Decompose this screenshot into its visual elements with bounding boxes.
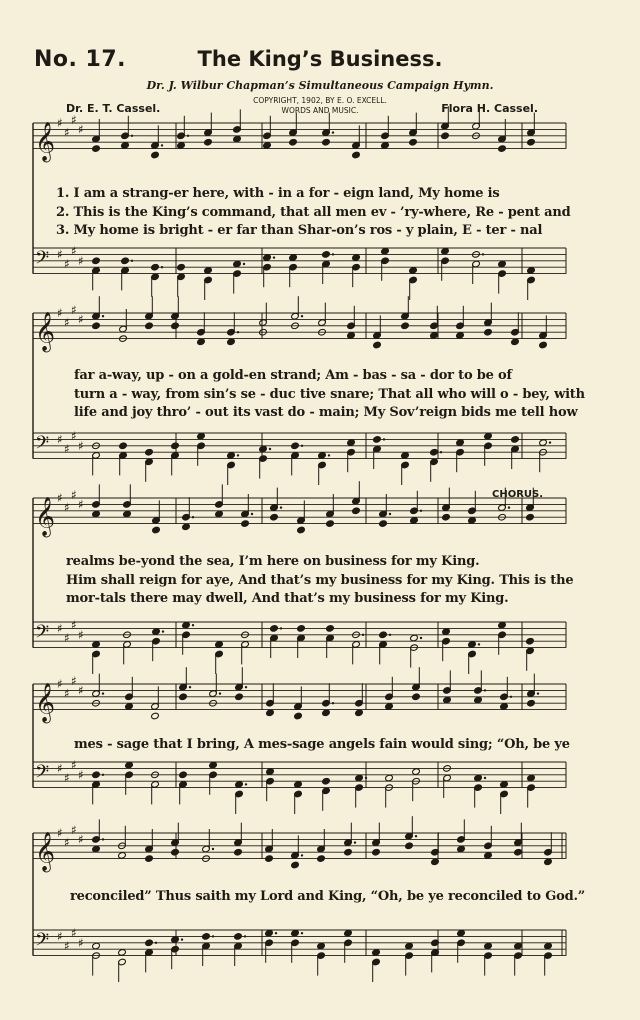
sharp-sign: ♯ bbox=[57, 929, 63, 944]
sharp-sign: ♯ bbox=[78, 438, 84, 453]
notehead bbox=[381, 247, 390, 255]
notehead bbox=[152, 628, 161, 636]
notehead bbox=[500, 781, 509, 789]
dot bbox=[482, 253, 484, 255]
notehead bbox=[265, 929, 274, 937]
dot bbox=[243, 263, 245, 265]
dot bbox=[189, 686, 191, 688]
notehead bbox=[125, 761, 134, 769]
notehead bbox=[352, 507, 361, 515]
notehead bbox=[409, 267, 418, 275]
notehead bbox=[326, 520, 335, 528]
notehead bbox=[234, 848, 243, 856]
notehead bbox=[405, 942, 414, 950]
sharp-sign: ♯ bbox=[57, 306, 63, 320]
words-and-music-note: WORDS AND MUSIC. bbox=[281, 106, 359, 115]
notehead bbox=[430, 332, 439, 340]
notehead bbox=[209, 761, 218, 769]
notehead bbox=[401, 322, 410, 330]
sharp-sign: ♯ bbox=[71, 112, 77, 127]
dot bbox=[389, 634, 391, 636]
notehead bbox=[527, 774, 536, 782]
notehead bbox=[202, 933, 211, 941]
dot bbox=[549, 441, 551, 443]
notehead bbox=[373, 436, 382, 444]
sharp-sign: ♯ bbox=[57, 621, 63, 636]
treble-clef: 𝄞 bbox=[35, 831, 56, 872]
dot bbox=[237, 454, 239, 456]
treble-clef: 𝄞 bbox=[35, 311, 56, 352]
notehead bbox=[379, 520, 388, 528]
dot bbox=[440, 451, 442, 453]
dot bbox=[354, 841, 356, 843]
dot bbox=[420, 637, 422, 639]
notehead bbox=[92, 510, 101, 518]
notehead bbox=[385, 703, 394, 711]
notehead bbox=[468, 517, 477, 525]
notehead bbox=[233, 260, 242, 268]
notehead bbox=[123, 510, 132, 518]
dot bbox=[131, 260, 133, 262]
notehead bbox=[266, 768, 275, 776]
dot bbox=[301, 854, 303, 856]
notehead bbox=[372, 949, 381, 957]
notehead bbox=[241, 520, 250, 528]
notehead bbox=[514, 848, 523, 856]
notehead bbox=[233, 135, 242, 143]
notehead bbox=[297, 526, 306, 534]
notehead bbox=[215, 641, 224, 649]
notehead bbox=[182, 621, 191, 629]
dot bbox=[275, 932, 277, 934]
sharp-sign: ♯ bbox=[78, 627, 84, 642]
notehead bbox=[145, 448, 154, 456]
sharp-sign: ♯ bbox=[78, 935, 84, 950]
notehead bbox=[92, 641, 101, 649]
notehead bbox=[171, 442, 180, 450]
notehead bbox=[119, 442, 128, 450]
lyric-line: mor-tals there may dwell, And that’s my business for my King. bbox=[66, 591, 509, 606]
bass-clef: 𝄢 bbox=[35, 929, 50, 955]
notehead bbox=[317, 855, 326, 863]
lyric-line: reconciled” Thus saith my Lord and King, “Oh, be ye reconciled to God.” bbox=[70, 889, 586, 904]
dot bbox=[362, 634, 364, 636]
dot bbox=[478, 643, 480, 645]
notehead bbox=[317, 942, 326, 950]
notehead bbox=[352, 151, 361, 159]
sharp-sign: ♯ bbox=[57, 826, 63, 840]
notehead bbox=[235, 693, 244, 701]
notehead bbox=[381, 142, 390, 150]
notehead bbox=[401, 452, 410, 460]
sharp-sign: ♯ bbox=[71, 487, 77, 502]
dot bbox=[212, 848, 214, 850]
notehead bbox=[291, 442, 300, 450]
dot bbox=[420, 510, 422, 512]
lyric-line: 2. This is the King’s command, that all men ev - ’ry-where, Re - pent and bbox=[56, 205, 571, 220]
notehead bbox=[289, 254, 298, 262]
notehead bbox=[431, 858, 440, 866]
notehead bbox=[118, 852, 127, 860]
notehead bbox=[227, 338, 236, 346]
notehead bbox=[514, 942, 523, 950]
notehead bbox=[197, 432, 206, 440]
sharp-sign: ♯ bbox=[64, 442, 70, 456]
notehead bbox=[204, 267, 213, 275]
sharp-sign: ♯ bbox=[57, 761, 63, 776]
notehead bbox=[263, 142, 272, 150]
notehead bbox=[544, 858, 553, 866]
notehead bbox=[484, 852, 493, 860]
dot bbox=[237, 331, 239, 333]
notehead bbox=[410, 517, 419, 525]
sharp-sign: ♯ bbox=[57, 247, 63, 262]
notehead bbox=[474, 774, 483, 782]
notehead bbox=[526, 637, 535, 645]
notehead bbox=[145, 939, 154, 947]
treble-clef: 𝄞 bbox=[35, 496, 56, 537]
dot bbox=[245, 783, 247, 785]
notehead bbox=[385, 774, 394, 782]
notehead bbox=[235, 781, 244, 789]
notehead bbox=[539, 439, 548, 447]
chorus-label: CHORUS. bbox=[492, 489, 544, 500]
notehead bbox=[121, 142, 130, 150]
bass-clef: 𝄢 bbox=[35, 621, 50, 647]
notehead bbox=[498, 621, 507, 629]
copyright-notice: COPYRIGHT, 1902, BY E. O. EXCELL. bbox=[253, 96, 387, 105]
sharp-sign: ♯ bbox=[71, 429, 77, 444]
notehead bbox=[457, 929, 466, 937]
notehead bbox=[347, 332, 356, 340]
notehead bbox=[179, 771, 188, 779]
sharp-sign: ♯ bbox=[64, 631, 70, 645]
sharp-sign: ♯ bbox=[64, 835, 70, 850]
notehead bbox=[92, 942, 101, 950]
dot bbox=[273, 256, 275, 258]
dot bbox=[365, 777, 367, 779]
notehead bbox=[526, 513, 535, 521]
notehead bbox=[270, 513, 279, 521]
dot bbox=[102, 838, 104, 840]
notehead bbox=[294, 712, 303, 720]
notehead bbox=[412, 693, 421, 701]
notehead bbox=[227, 452, 236, 460]
notehead bbox=[442, 513, 451, 521]
dot bbox=[131, 135, 133, 137]
sharp-sign: ♯ bbox=[57, 491, 63, 505]
notehead bbox=[291, 929, 300, 937]
dot bbox=[301, 315, 303, 317]
dot bbox=[328, 454, 330, 456]
sharp-sign: ♯ bbox=[78, 312, 84, 327]
sharp-sign: ♯ bbox=[78, 497, 84, 512]
dot bbox=[181, 938, 183, 940]
bass-clef: 𝄢 bbox=[35, 761, 50, 787]
sharp-sign: ♯ bbox=[57, 116, 63, 130]
notehead bbox=[291, 861, 300, 869]
dot bbox=[251, 513, 253, 515]
dot bbox=[484, 777, 486, 779]
notehead bbox=[92, 257, 101, 265]
notehead bbox=[151, 712, 160, 720]
sharp-sign: ♯ bbox=[78, 832, 84, 847]
notehead bbox=[322, 777, 331, 785]
bass-clef: 𝄢 bbox=[35, 247, 50, 273]
notehead bbox=[372, 848, 381, 856]
notehead bbox=[182, 523, 191, 531]
notehead bbox=[171, 848, 180, 856]
notehead bbox=[297, 625, 306, 633]
notehead bbox=[263, 254, 272, 262]
notehead bbox=[456, 439, 465, 447]
dot bbox=[280, 506, 282, 508]
notehead bbox=[326, 625, 335, 633]
lyric-line: Him shall reign for aye, And that’s my business for my King. This is the bbox=[66, 573, 574, 588]
notehead bbox=[118, 949, 127, 957]
notehead bbox=[498, 260, 507, 268]
notehead bbox=[347, 439, 356, 447]
notehead bbox=[442, 628, 451, 636]
notehead bbox=[355, 774, 364, 782]
notehead bbox=[484, 328, 493, 336]
notehead bbox=[322, 138, 331, 146]
dot bbox=[155, 942, 157, 944]
notehead bbox=[498, 145, 507, 153]
notehead bbox=[171, 322, 180, 330]
dot bbox=[383, 438, 385, 440]
notehead bbox=[484, 942, 493, 950]
dot bbox=[415, 835, 417, 837]
notehead bbox=[234, 933, 243, 941]
sharp-sign: ♯ bbox=[71, 673, 77, 688]
notehead bbox=[379, 631, 388, 639]
dot bbox=[187, 135, 189, 137]
sharp-sign: ♯ bbox=[71, 302, 77, 317]
sharp-sign: ♯ bbox=[71, 758, 77, 773]
dot bbox=[102, 315, 104, 317]
author-credit: Flora H. Cassel. bbox=[441, 102, 538, 115]
sharp-sign: ♯ bbox=[57, 432, 63, 447]
notehead bbox=[179, 693, 188, 701]
notehead bbox=[511, 436, 520, 444]
dot bbox=[508, 506, 510, 508]
notehead bbox=[412, 768, 421, 776]
sharp-sign: ♯ bbox=[78, 122, 84, 137]
notehead bbox=[441, 247, 450, 255]
notehead bbox=[125, 703, 134, 711]
lyric-line: life and joy thro’ - out its vast do - main; My Sov’reign bids me tell how bbox=[74, 405, 578, 420]
sharp-sign: ♯ bbox=[71, 244, 77, 259]
notehead bbox=[352, 254, 361, 262]
notehead bbox=[151, 263, 160, 271]
dot bbox=[537, 692, 539, 694]
dot bbox=[510, 696, 512, 698]
sharp-sign: ♯ bbox=[64, 315, 70, 330]
notehead bbox=[474, 696, 483, 704]
notehead bbox=[215, 510, 224, 518]
dot bbox=[102, 692, 104, 694]
dot bbox=[301, 445, 303, 447]
dot bbox=[389, 513, 391, 515]
notehead bbox=[259, 445, 268, 453]
lyric-line: mes - sage that I bring, A mes-sage angels fain would sing; “Oh, be ye bbox=[74, 737, 570, 752]
sharp-sign: ♯ bbox=[78, 683, 84, 698]
dot bbox=[244, 935, 246, 937]
dot bbox=[219, 692, 221, 694]
notehead bbox=[266, 709, 275, 717]
lyric-line: 3. My home is bright - er far than Shar-on’s ros - y plain, E - ter - nal bbox=[56, 223, 543, 238]
hymn-subtitle: Dr. J. Wilbur Chapman’s Simultaneous Campaign Hymn. bbox=[146, 79, 494, 92]
sharp-sign: ♯ bbox=[64, 939, 70, 953]
dot bbox=[484, 689, 486, 691]
sharp-sign: ♯ bbox=[64, 257, 70, 271]
notehead bbox=[289, 138, 298, 146]
notehead bbox=[92, 771, 101, 779]
notehead bbox=[171, 936, 180, 944]
dot bbox=[161, 266, 163, 268]
notehead bbox=[177, 142, 186, 150]
notehead bbox=[121, 257, 130, 265]
dot bbox=[245, 686, 247, 688]
notehead bbox=[539, 341, 548, 349]
notehead bbox=[500, 703, 509, 711]
notehead bbox=[92, 322, 101, 330]
lyric-line: turn a - way, from sin’s se - duc tive snare; That all who will o - bey, with bbox=[74, 387, 585, 402]
notehead bbox=[152, 526, 161, 534]
notehead bbox=[443, 696, 452, 704]
notehead bbox=[409, 138, 418, 146]
dot bbox=[332, 702, 334, 704]
sharp-sign: ♯ bbox=[78, 253, 84, 268]
sharp-sign: ♯ bbox=[57, 677, 63, 691]
dot bbox=[212, 935, 214, 937]
notehead bbox=[511, 338, 520, 346]
dot bbox=[162, 630, 164, 632]
notehead bbox=[441, 132, 450, 140]
sharp-sign: ♯ bbox=[71, 618, 77, 633]
treble-clef: 𝄞 bbox=[35, 121, 56, 162]
treble-clef: 𝄞 bbox=[35, 682, 56, 723]
sharp-sign: ♯ bbox=[71, 926, 77, 941]
lyric-line: 1. I am a strang-er here, with - in a for - eign land, My home is bbox=[56, 186, 500, 201]
notehead bbox=[151, 151, 160, 159]
notehead bbox=[270, 625, 279, 633]
dot bbox=[332, 253, 334, 255]
dot bbox=[192, 516, 194, 518]
notehead bbox=[322, 251, 331, 259]
notehead bbox=[527, 699, 536, 707]
notehead bbox=[318, 452, 327, 460]
notehead bbox=[322, 709, 331, 717]
sharp-sign: ♯ bbox=[64, 686, 70, 701]
sharp-sign: ♯ bbox=[64, 125, 70, 140]
notehead bbox=[344, 929, 353, 937]
notehead bbox=[92, 145, 101, 153]
notehead bbox=[197, 338, 206, 346]
sharp-sign: ♯ bbox=[64, 500, 70, 515]
composer-credit: Dr. E. T. Cassel. bbox=[66, 102, 161, 115]
notehead bbox=[430, 448, 439, 456]
lyric-line: far a-way, up - on a gold-en strand; Am - bas - sa - dor to be of bbox=[74, 368, 512, 383]
dot bbox=[332, 131, 334, 133]
dot bbox=[102, 774, 104, 776]
notehead bbox=[544, 942, 553, 950]
notehead bbox=[457, 845, 466, 853]
dot bbox=[280, 627, 282, 629]
notehead bbox=[355, 709, 364, 717]
notehead bbox=[177, 263, 186, 271]
notehead bbox=[373, 341, 382, 349]
sharp-sign: ♯ bbox=[64, 771, 70, 785]
notehead bbox=[294, 781, 303, 789]
dot bbox=[192, 624, 194, 626]
notehead bbox=[527, 267, 536, 275]
dot bbox=[161, 144, 163, 146]
notehead bbox=[145, 322, 154, 330]
bass-clef: 𝄢 bbox=[35, 432, 50, 458]
notehead bbox=[344, 848, 353, 856]
notehead bbox=[527, 138, 536, 146]
notehead bbox=[145, 855, 154, 863]
hymn-title: The King’s Business. bbox=[197, 47, 443, 71]
dot bbox=[269, 448, 271, 450]
sharp-sign: ♯ bbox=[78, 767, 84, 782]
dot bbox=[301, 932, 303, 934]
notehead bbox=[265, 855, 274, 863]
lyric-line: realms be-yond the sea, I’m here on business for my King. bbox=[66, 554, 480, 569]
notehead bbox=[204, 138, 213, 146]
notehead bbox=[92, 845, 101, 853]
notehead bbox=[410, 634, 419, 642]
notehead bbox=[484, 432, 493, 440]
hymn-number: No. 17. bbox=[34, 47, 127, 72]
notehead bbox=[456, 332, 465, 340]
notehead bbox=[405, 842, 414, 850]
sharp-sign: ♯ bbox=[71, 822, 77, 837]
notehead bbox=[468, 641, 477, 649]
